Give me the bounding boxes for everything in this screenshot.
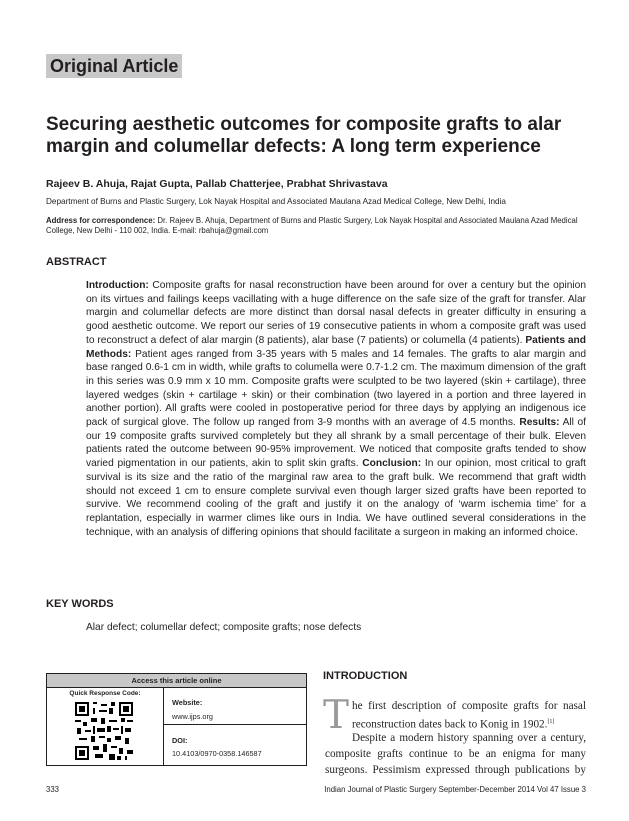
- abstract-body: [86, 279, 586, 539]
- correspondence-address: [46, 216, 586, 236]
- qr-cell: [47, 688, 164, 766]
- abstract-intro-label: Introduction:: [86, 280, 149, 291]
- intro-line-2: reconstruction dates back to Konig in 1902.: [352, 718, 548, 731]
- keywords-text: Alar defect; columellar defect; composite grafts; nose defects: [86, 622, 362, 633]
- correspondence-text: Dr. Rajeev B. Ahuja, Department of Burns and Plastic Surgery, Lok Nayak Hospital and Associated Maulana Azad Medical College, New Delhi - 110 002, India. E-mail: rbahuja@gmail.com: [46, 216, 578, 235]
- abstract-heading: ABSTRACT: [46, 256, 107, 268]
- website-cell: [164, 688, 307, 725]
- introduction-body: [323, 693, 586, 778]
- journal-citation: Indian Journal of Plastic Surgery September-December 2014 Vol 47 Issue 3: [324, 785, 586, 794]
- intro-line-1: he first description of composite grafts for nasal: [352, 700, 586, 712]
- abstract-methods-label: Patients and Methods:: [86, 334, 586, 360]
- introduction-dropcap: T: [323, 693, 350, 738]
- qr-label: Quick Response Code:: [69, 690, 141, 697]
- website-link[interactable]: www.ijps.org: [172, 712, 213, 721]
- intro-line-4: composite grafts continue to be an enigma for many: [325, 748, 586, 760]
- abstract-results-label: Results:: [519, 417, 560, 429]
- page-number: 333: [46, 785, 60, 794]
- abstract-results-text: All of our 19 composite grafts survived completely but they all shrank by a small percentage of their bulk. Eleven patients rated the outcome between 90-95% improvement. We noticed that composite grafts tended to show varied pigmentation in our patients, akin to split skin grafts.: [86, 417, 586, 470]
- abstract-methods-text: Patient ages ranged from 3-35 years with 5 males and 14 females. The grafts to alar margin and base ranged 0.6-1 cm in width, while grafts to columella were 0.7-1.2 cm. The maximum dimension of the graft in this series was 0.9 mm x 10 mm. Composite grafts were sculpted to be two layered (skin + cartilage), three layered wedges (skin + cartilage + skin) or their combination (two layered in a portion and three layered in another portion). All grafts were cooled in postoperative period for three days by applying an indigenous ice pack of surgical glove. The follow up ranged from 3-9 months with an average of 4.5 months.: [86, 348, 586, 429]
- abstract-conclusion-label: Conclusion:: [362, 458, 422, 470]
- introduction-heading: INTRODUCTION: [323, 670, 408, 682]
- intro-line-5: surgeons. Pessimism expressed through publications by: [325, 764, 586, 776]
- correspondence-label: Address for correspondence:: [46, 216, 156, 225]
- access-article-box: [46, 673, 307, 766]
- author-affiliation: Department of Burns and Plastic Surgery, Lok Nayak Hospital and Associated Maulana Azad Medical College, New Delhi, India: [46, 197, 506, 206]
- access-box-header: Access this article online: [47, 674, 306, 688]
- keywords-heading: KEY WORDS: [46, 598, 114, 610]
- access-info-cell: [164, 688, 307, 766]
- intro-line-2-wrap: [325, 714, 586, 730]
- abstract-intro-text: Composite grafts for nasal reconstruction have been around for over a century but the opinion on its virtues and failings keeps vacillating with a huge difference on the safe size of the graft for transfer. Alar margin and columellar defects are more distinct than dorsal nasal defects in greater difficulty in ensuring a good aesthetic outcome. We report our series of 19 consecutive patients in whom a composite graft was used to reconstruct a defect of alar margin (8 patients), alar base (7 patients) or columella (4 patients).: [86, 280, 586, 346]
- qr-code-icon[interactable]: [75, 702, 133, 760]
- intro-line-3: Despite a modern history spanning over a century,: [352, 732, 586, 744]
- abstract-conclusion-text: In our opinion, most critical to graft survival is its size and the ratio of the marginal raw area to the graft bulk. We recommend that graft width should not exceed 1 cm to ensure complete survival even though larger sized grafts have been reported to survive. We recommend cooling of the graft and justify it on the analogy of ‘warm ischemia time’ for a replantation, especially in warmer climes like ours in India. We have outlined several considerations in the technique, with an analysis of differing opinions that should facilitate a surgeon in making an informed choice.: [86, 458, 586, 538]
- article-type-badge: Original Article: [46, 54, 182, 78]
- article-title: Securing aesthetic outcomes for composite grafts to alar margin and columellar defects: A long term experience: [46, 114, 562, 157]
- author-list: Rajeev B. Ahuja, Rajat Gupta, Pallab Chatterjee, Prabhat Shrivastava: [46, 178, 388, 190]
- doi-label: DOI:: [172, 736, 188, 745]
- website-label: Website:: [172, 698, 203, 707]
- intro-ref-1[interactable]: [1]: [547, 719, 555, 725]
- doi-link[interactable]: 10.4103/0970-0358.146587: [172, 749, 262, 758]
